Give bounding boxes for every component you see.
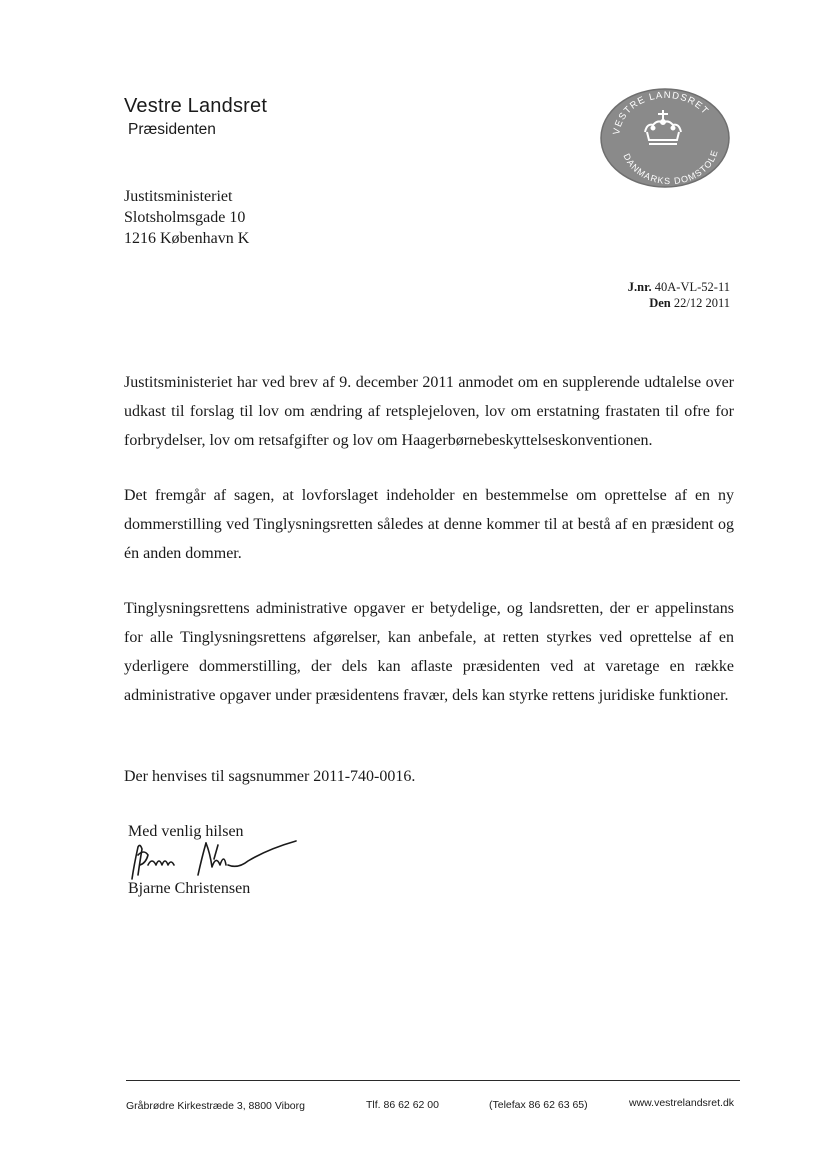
journal-number-value: 40A-VL-52-11	[654, 280, 730, 294]
footer-address: Gråbrødre Kirkestræde 3, 8800 Viborg	[126, 1100, 305, 1112]
footer-website-link[interactable]: www.vestrelandsret.dk	[629, 1097, 735, 1109]
organization-department: Præsidenten	[128, 121, 216, 138]
footer-divider	[126, 1080, 740, 1081]
recipient-city: 1216 København K	[124, 230, 250, 247]
seal-bottom-text: DANMARKS DOMSTOLE	[621, 148, 720, 187]
letter-date	[628, 295, 730, 311]
organization-name: Vestre Landsret	[124, 95, 268, 117]
signer-name: Bjarne Christensen	[128, 880, 251, 897]
seal-background	[601, 89, 729, 187]
journal-number-label: J.nr.	[627, 280, 652, 294]
seal-top-text: VESTRE LANDSRET	[611, 89, 711, 136]
handwritten-signature	[118, 835, 303, 885]
recipient-address	[124, 186, 249, 249]
closing-greeting: Med venlig hilsen	[128, 823, 244, 840]
recipient-name: Justitsministeriet	[124, 188, 233, 205]
letter-date-value: 22/12 2011	[673, 296, 730, 310]
body-paragraph: Justitsministeriet har ved brev af 9. december 2011 anmodet om en supplerende udtalelse over udkast til forslag til lov om ændring af retsplejeloven, lov om erstatning frastaten til ofre for forbrydelser, lov om retsafgifter og lov om Haagerbørnebeskyttelseskonventionen.	[124, 374, 734, 449]
court-seal-logo	[600, 88, 730, 188]
body-paragraph: Det fremgår af sagen, at lovforslaget indeholder en bestemmelse om oprettelse af en ny dommerstilling ved Tinglysningsretten således at denne kommer til at bestå af en præsident og én anden dommer.	[124, 487, 734, 562]
recipient-street: Slotsholmsgade 10	[124, 209, 246, 226]
body-paragraph: Der henvises til sagsnummer 2011-740-0016.	[124, 768, 416, 785]
footer-phone: Tlf. 86 62 62 00	[366, 1099, 439, 1111]
reference-block	[628, 279, 730, 311]
body-paragraph: Tinglysningsrettens administrative opgaver er betydelige, og landsretten, der er appelinstans for alle Tinglysningsrettens afgørelser, kan anbefale, at retten styrkes ved oprettelse af en yderligere dommerstilling, der dels kan aflaste præsidenten ved at varetage en række administrative opgaver under præsidentens fravær, dels kan styrke rettens juridiske funktioner.	[124, 600, 734, 704]
letter-date-label: Den	[649, 296, 671, 310]
journal-number	[628, 279, 730, 295]
footer-fax: (Telefax 86 62 63 65)	[489, 1099, 588, 1111]
